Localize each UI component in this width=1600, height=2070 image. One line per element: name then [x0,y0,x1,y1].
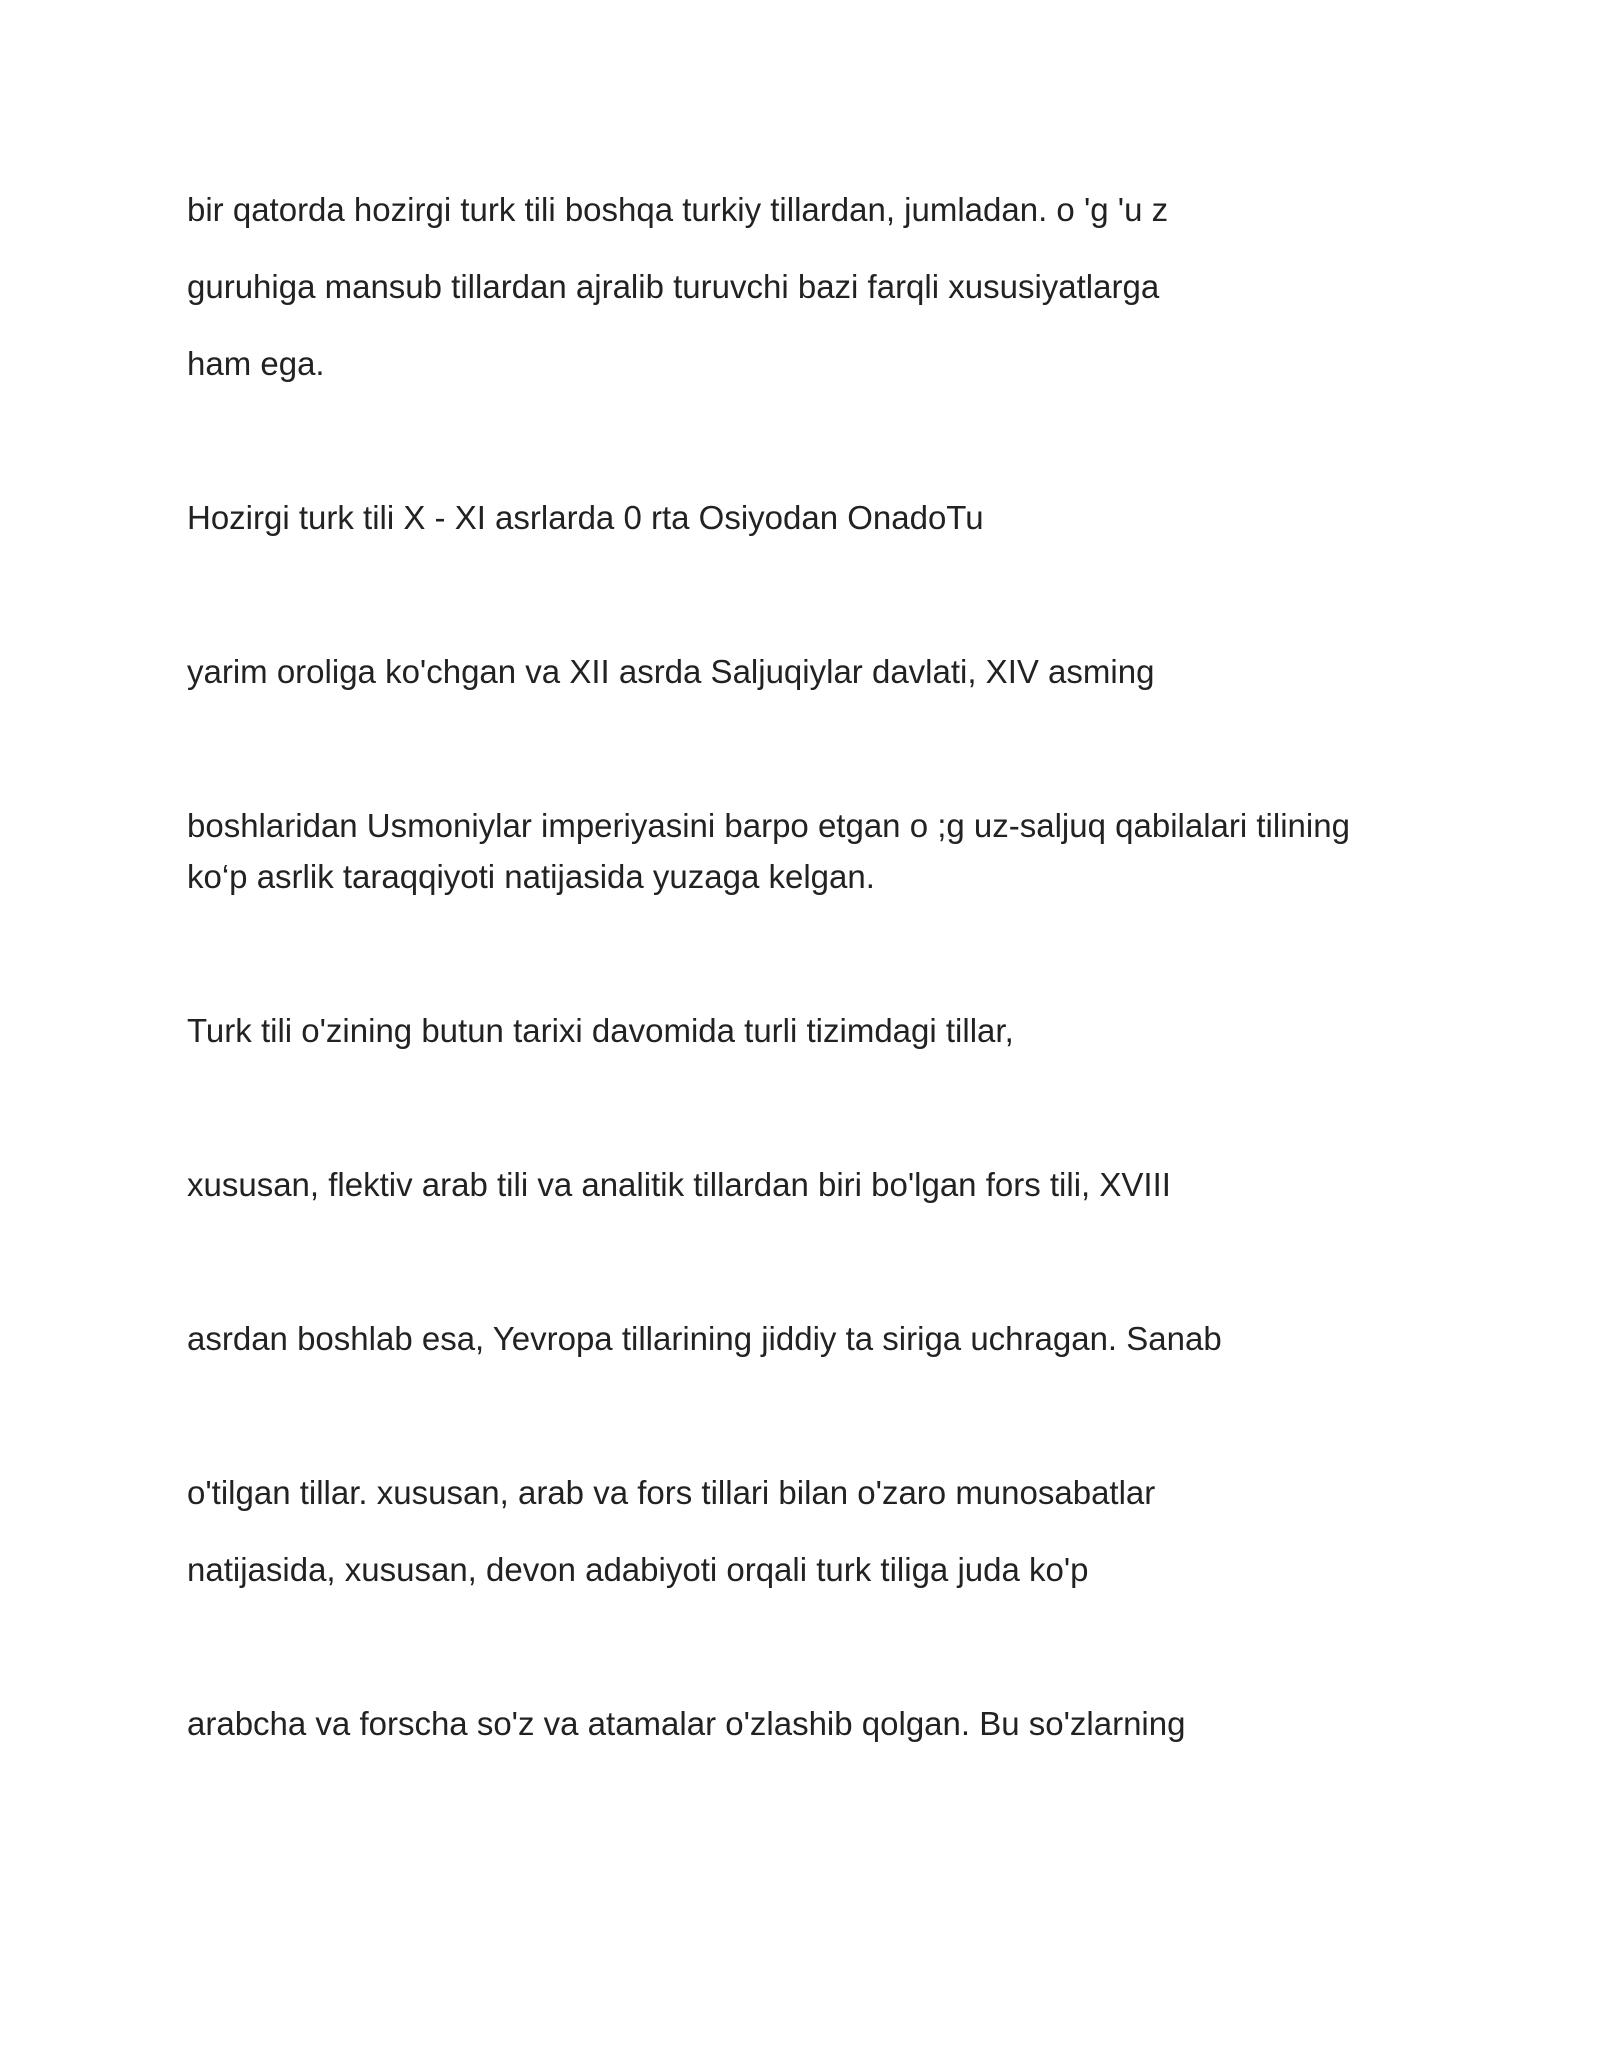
text-line: boshlaridan Usmoniylar imperiyasini barpo etgan o ;g uz-saljuq qabilalari tilining [187,807,1350,844]
text-line: yarim oroliga ko'chgan va XII asrda Saljuqiylar davlati, XIV asming [187,653,1155,690]
text-line: Turk tili o'zining butun tarixi davomida turli tizimdagi tillar, [187,1012,1014,1049]
text-line: asrdan boshlab esa, Yevropa tillarining jiddiy ta siriga uchragan. Sanab [187,1320,1222,1357]
text-line: o'tilgan tillar. xususan, arab va fors tillari bilan o'zaro munosabatlar [187,1474,1156,1511]
text-line: arabcha va forscha so'z va atamalar o'zlashib qolgan. Bu so'zlarning [187,1705,1186,1742]
text-line: ham ega. [187,345,325,382]
text-line: xususan, flektiv arab tili va analitik tillardan biri bo'lgan fors tili, XVIII [187,1166,1171,1203]
text-line: guruhiga mansub tillardan ajralib turuvchi bazi farqli xususiyatlarga [187,268,1160,305]
text-line: Hozirgi turk tili X - XI asrlarda 0 rta Osiyodan OnadoTu [187,499,984,536]
text-line: natijasida, xususan, devon adabiyoti orqali turk tiliga juda ko'p [187,1551,1089,1588]
text-line: ko‘p asrlik taraqqiyoti natijasida yuzaga kelgan. [187,858,875,895]
text-line: bir qatorda hozirgi turk tili boshqa turkiy tillardan, jumladan. o 'g 'u z [187,191,1169,228]
